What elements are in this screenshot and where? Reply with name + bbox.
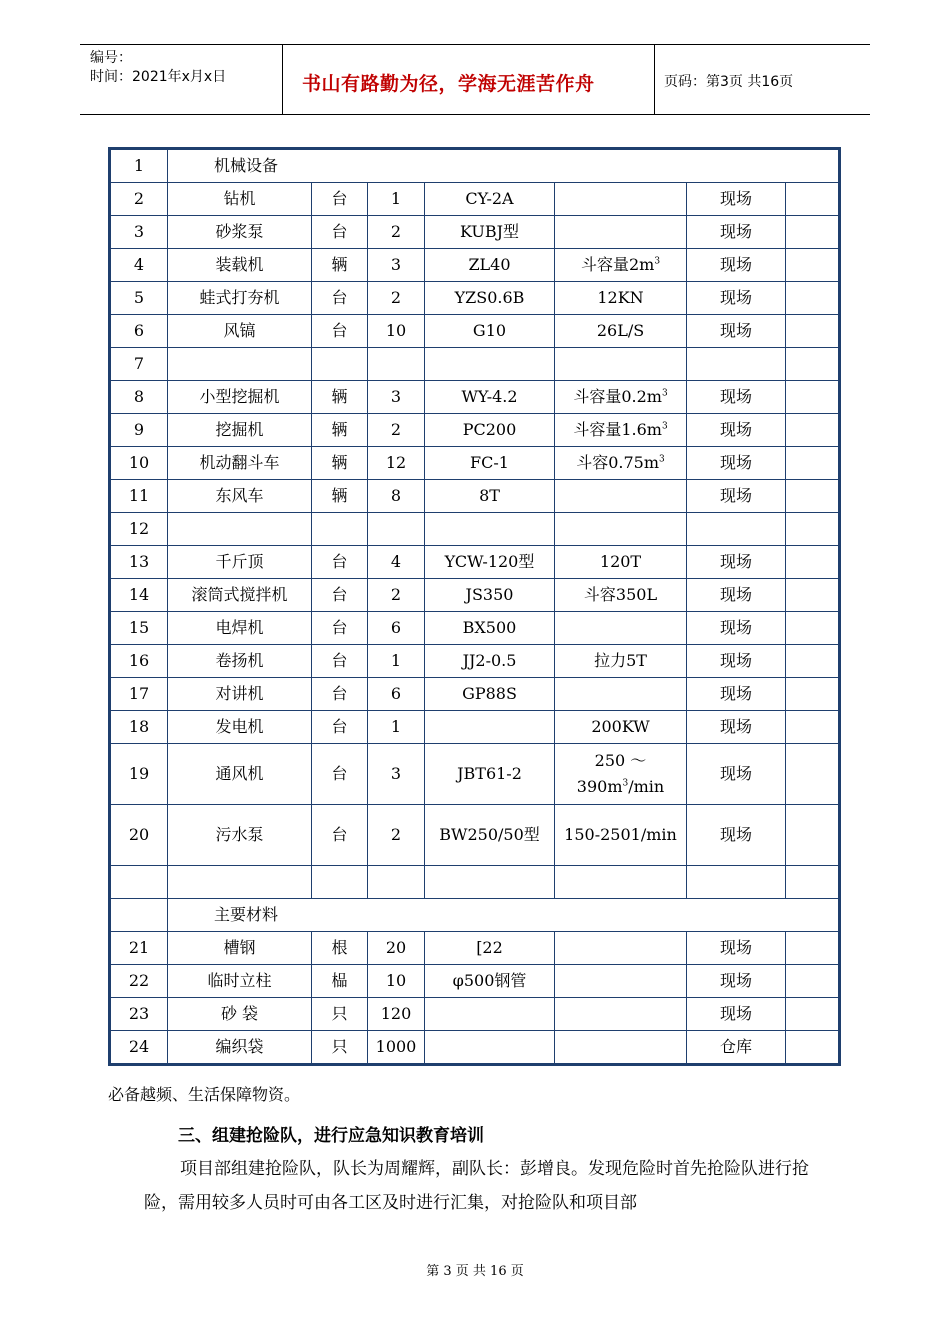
cell-unit: 辆 <box>312 447 368 480</box>
cell-qty: 1 <box>368 183 425 216</box>
cell-unit: 辆 <box>312 480 368 513</box>
cell-unit: 台 <box>312 744 368 805</box>
cell-unit: 台 <box>312 678 368 711</box>
cell-qty: 20 <box>368 932 425 965</box>
cell-spec <box>555 480 687 513</box>
cell-loc <box>687 348 786 381</box>
cell-loc: 现场 <box>687 744 786 805</box>
table-row <box>110 965 840 998</box>
cell-no: 23 <box>110 998 168 1031</box>
table-row <box>110 216 840 249</box>
table-row <box>110 480 840 513</box>
table-row-group-materials <box>110 899 840 932</box>
cell-model: GP88S <box>425 678 555 711</box>
cell-qty: 2 <box>368 579 425 612</box>
cell-loc: 现场 <box>687 612 786 645</box>
cell-remark <box>786 216 840 249</box>
cell-unit: 辆 <box>312 414 368 447</box>
cell-loc: 仓库 <box>687 1031 786 1065</box>
cell-loc: 现场 <box>687 216 786 249</box>
cell-no: 18 <box>110 711 168 744</box>
cell-remark <box>786 447 840 480</box>
cell-qty: 6 <box>368 678 425 711</box>
cell-model: CY-2A <box>425 183 555 216</box>
cell-qty <box>368 348 425 381</box>
cell-loc: 现场 <box>687 282 786 315</box>
cell-qty: 12 <box>368 447 425 480</box>
table-row <box>110 711 840 744</box>
cell-empty <box>368 866 425 899</box>
cell-qty: 1000 <box>368 1031 425 1065</box>
cell-unit: 台 <box>312 612 368 645</box>
cell-model: FC-1 <box>425 447 555 480</box>
cell-empty <box>786 866 840 899</box>
cell-qty: 1 <box>368 645 425 678</box>
cell-unit: 台 <box>312 216 368 249</box>
cell-model: JJ2-0.5 <box>425 645 555 678</box>
cell-qty: 4 <box>368 546 425 579</box>
cell-spec: 斗容350L <box>555 579 687 612</box>
cell-no: 14 <box>110 579 168 612</box>
table-row <box>110 805 840 866</box>
cell-no: 3 <box>110 216 168 249</box>
cell-qty: 1 <box>368 711 425 744</box>
cell-unit: 只 <box>312 1031 368 1065</box>
cell-no: 7 <box>110 348 168 381</box>
cell-qty: 8 <box>368 480 425 513</box>
page-footer: 第 3 页 共 16 页 <box>426 1264 524 1279</box>
cell-loc: 现场 <box>687 805 786 866</box>
cell-qty: 10 <box>368 315 425 348</box>
cell-model <box>425 1031 555 1065</box>
cell-qty <box>368 513 425 546</box>
cell-model: KUBJ型 <box>425 216 555 249</box>
cell-unit: 台 <box>312 546 368 579</box>
table-row <box>110 249 840 282</box>
cell-unit: 台 <box>312 183 368 216</box>
cell-loc <box>687 513 786 546</box>
cell-unit <box>312 348 368 381</box>
cell-name <box>168 513 312 546</box>
cell-name: 污水泵 <box>168 805 312 866</box>
cell-name: 砂浆泵 <box>168 216 312 249</box>
table-row <box>110 744 840 805</box>
cell-loc: 现场 <box>687 932 786 965</box>
table-row-empty <box>110 866 840 899</box>
cell-spec <box>555 216 687 249</box>
header-motto: 书山有路勤为径，学海无涯苦作舟 <box>302 73 595 95</box>
cell-empty <box>168 866 312 899</box>
cell-loc: 现场 <box>687 249 786 282</box>
cell-loc: 现场 <box>687 998 786 1031</box>
cell-spec: 斗容量$2m^3$ <box>555 249 687 282</box>
body-paragraph: 项目部组建抢险队，队长为周耀辉，副队长：彭增良。发现危险时首先抢险队进行抢险，需用较多人员时可由各工区及时进行汇集，对抢险队和项目部 <box>144 1159 809 1213</box>
cell-qty: 3 <box>368 381 425 414</box>
cell-name: 临时立柱 <box>168 965 312 998</box>
cell-qty: 2 <box>368 216 425 249</box>
cell-name: 小型挖掘机 <box>168 381 312 414</box>
cell-name: 机动翻斗车 <box>168 447 312 480</box>
table-row <box>110 579 840 612</box>
cell-model: ZL40 <box>425 249 555 282</box>
cell-spec <box>555 513 687 546</box>
cell-no: 11 <box>110 480 168 513</box>
cell-unit: 辆 <box>312 249 368 282</box>
cell-model <box>425 348 555 381</box>
cell-no: 16 <box>110 645 168 678</box>
cell-qty: 120 <box>368 998 425 1031</box>
table-row <box>110 612 840 645</box>
cell-qty: 3 <box>368 744 425 805</box>
cell-remark <box>786 282 840 315</box>
cell-unit: 根 <box>312 932 368 965</box>
cell-qty: 2 <box>368 805 425 866</box>
cell-no: 22 <box>110 965 168 998</box>
cell-model: JS350 <box>425 579 555 612</box>
cell-loc: 现场 <box>687 447 786 480</box>
cell-no: 5 <box>110 282 168 315</box>
cell-model: BW250/50型 <box>425 805 555 866</box>
cell-unit: 台 <box>312 282 368 315</box>
cell-loc: 现场 <box>687 645 786 678</box>
cell-name: 蛙式打夯机 <box>168 282 312 315</box>
equipment-table <box>108 147 841 1066</box>
cell-no: 21 <box>110 932 168 965</box>
cell-no: 17 <box>110 678 168 711</box>
cell-spec: 斗容量$0.2m^3$ <box>555 381 687 414</box>
table-row <box>110 282 840 315</box>
doc-time-label: 时间：2021年x月x日 <box>90 69 227 85</box>
cell-model: G10 <box>425 315 555 348</box>
cell-remark <box>786 965 840 998</box>
cell-name: 装载机 <box>168 249 312 282</box>
table-row <box>110 645 840 678</box>
cell-unit: 台 <box>312 645 368 678</box>
table-row <box>110 998 840 1031</box>
cell-model: JBT61-2 <box>425 744 555 805</box>
cell-no: 10 <box>110 447 168 480</box>
cell-remark <box>786 348 840 381</box>
cell-loc: 现场 <box>687 711 786 744</box>
cell-model: YZS0.6B <box>425 282 555 315</box>
cell-loc: 现场 <box>687 414 786 447</box>
cell-spec: 250 ～ $390m^3/\min$ <box>555 744 687 805</box>
cell-name: 挖掘机 <box>168 414 312 447</box>
cell-name: 槽钢 <box>168 932 312 965</box>
cell-model <box>425 711 555 744</box>
cell-no: 13 <box>110 546 168 579</box>
cell-name: 电焊机 <box>168 612 312 645</box>
cell-remark <box>786 612 840 645</box>
cell-no: 4 <box>110 249 168 282</box>
cell-spec: 26L/S <box>555 315 687 348</box>
group-title-equipment: 机械设备 <box>168 149 840 183</box>
table-row <box>110 348 840 381</box>
cell-name: 发电机 <box>168 711 312 744</box>
cell-no: 8 <box>110 381 168 414</box>
cell-loc: 现场 <box>687 315 786 348</box>
cell-no: 9 <box>110 414 168 447</box>
cell-unit <box>312 513 368 546</box>
cell-spec <box>555 678 687 711</box>
cell-model: φ500钢管 <box>425 965 555 998</box>
cell-empty <box>425 866 555 899</box>
cell-qty: 6 <box>368 612 425 645</box>
cell-unit: 榀 <box>312 965 368 998</box>
cell-unit: 台 <box>312 579 368 612</box>
cell-name: 钻机 <box>168 183 312 216</box>
cell-spec: 200KW <box>555 711 687 744</box>
cell-no: 24 <box>110 1031 168 1065</box>
cell-spec: 120T <box>555 546 687 579</box>
cell-loc: 现场 <box>687 381 786 414</box>
cell-model <box>425 513 555 546</box>
cell-model: PC200 <box>425 414 555 447</box>
cell-name: 通风机 <box>168 744 312 805</box>
cell-unit: 台 <box>312 805 368 866</box>
table-row <box>110 183 840 216</box>
cell-name: 千斤顶 <box>168 546 312 579</box>
cell-remark <box>786 932 840 965</box>
cell-spec <box>555 1031 687 1065</box>
cell-loc: 现场 <box>687 480 786 513</box>
cell-unit: 辆 <box>312 381 368 414</box>
cell-no: 6 <box>110 315 168 348</box>
cell-qty: 3 <box>368 249 425 282</box>
group-title-materials: 主要材料 <box>168 899 840 932</box>
cell-loc: 现场 <box>687 183 786 216</box>
header-meta <box>90 49 226 87</box>
cell-model: [22 <box>425 932 555 965</box>
table-row <box>110 678 840 711</box>
cell-name: 风镐 <box>168 315 312 348</box>
header-page-info: 页码：第3页 共16页 <box>664 74 794 90</box>
cell-no: 15 <box>110 612 168 645</box>
cell-spec <box>555 965 687 998</box>
cell-remark <box>786 744 840 805</box>
cell-remark <box>786 1031 840 1065</box>
cell-name <box>168 348 312 381</box>
note-text: 必备越频、生活保障物资。 <box>108 1085 301 1104</box>
cell-loc: 现场 <box>687 965 786 998</box>
cell-remark <box>786 513 840 546</box>
cell-empty <box>687 866 786 899</box>
cell-name: 东风车 <box>168 480 312 513</box>
cell-remark <box>786 381 840 414</box>
cell-spec: 斗容$0.75m^3$ <box>555 447 687 480</box>
cell-empty <box>312 866 368 899</box>
cell-remark <box>786 183 840 216</box>
cell-remark <box>786 249 840 282</box>
cell-model: BX500 <box>425 612 555 645</box>
table-row <box>110 381 840 414</box>
table-row <box>110 1031 840 1065</box>
cell-unit: 只 <box>312 998 368 1031</box>
cell-model: YCW-120型 <box>425 546 555 579</box>
table-row-group-equipment <box>110 149 840 183</box>
cell-spec: 拉力5T <box>555 645 687 678</box>
cell-no: 19 <box>110 744 168 805</box>
cell-name: 编织袋 <box>168 1031 312 1065</box>
cell-no: 20 <box>110 805 168 866</box>
table-row <box>110 447 840 480</box>
cell-remark <box>786 546 840 579</box>
cell-remark <box>786 998 840 1031</box>
cell-spec <box>555 183 687 216</box>
cell-no: 12 <box>110 513 168 546</box>
cell-spec <box>555 612 687 645</box>
cell-remark <box>786 579 840 612</box>
cell-remark <box>786 414 840 447</box>
table-row <box>110 546 840 579</box>
cell-loc: 现场 <box>687 678 786 711</box>
table-row <box>110 932 840 965</box>
cell-qty: 2 <box>368 414 425 447</box>
cell-loc: 现场 <box>687 579 786 612</box>
cell-remark <box>786 805 840 866</box>
cell-model: 8T <box>425 480 555 513</box>
cell-spec <box>555 932 687 965</box>
cell-remark <box>786 711 840 744</box>
header-divider <box>654 45 655 114</box>
header-divider <box>282 45 283 114</box>
cell-remark <box>786 480 840 513</box>
table-row <box>110 513 840 546</box>
cell-spec: 150-2501/min <box>555 805 687 866</box>
cell-empty <box>110 899 168 932</box>
cell-model: WY-4.2 <box>425 381 555 414</box>
table-row <box>110 315 840 348</box>
cell-qty: 10 <box>368 965 425 998</box>
cell-spec: 12KN <box>555 282 687 315</box>
cell-empty <box>110 866 168 899</box>
cell-unit: 台 <box>312 315 368 348</box>
cell-name: 砂 袋 <box>168 998 312 1031</box>
cell-spec <box>555 998 687 1031</box>
cell-remark <box>786 315 840 348</box>
page-header <box>80 44 870 115</box>
row-number: 1 <box>110 149 168 183</box>
doc-number-label: 编号： <box>90 50 132 66</box>
cell-spec <box>555 348 687 381</box>
cell-remark <box>786 678 840 711</box>
cell-model <box>425 998 555 1031</box>
table-row <box>110 414 840 447</box>
cell-empty <box>555 866 687 899</box>
cell-name: 滚筒式搅拌机 <box>168 579 312 612</box>
cell-remark <box>786 645 840 678</box>
cell-spec: 斗容量$1.6m^3$ <box>555 414 687 447</box>
cell-qty: 2 <box>368 282 425 315</box>
section-heading: 三、组建抢险队，进行应急知识教育培训 <box>178 1126 484 1146</box>
cell-loc: 现场 <box>687 546 786 579</box>
cell-name: 卷扬机 <box>168 645 312 678</box>
cell-no: 2 <box>110 183 168 216</box>
cell-name: 对讲机 <box>168 678 312 711</box>
cell-unit: 台 <box>312 711 368 744</box>
